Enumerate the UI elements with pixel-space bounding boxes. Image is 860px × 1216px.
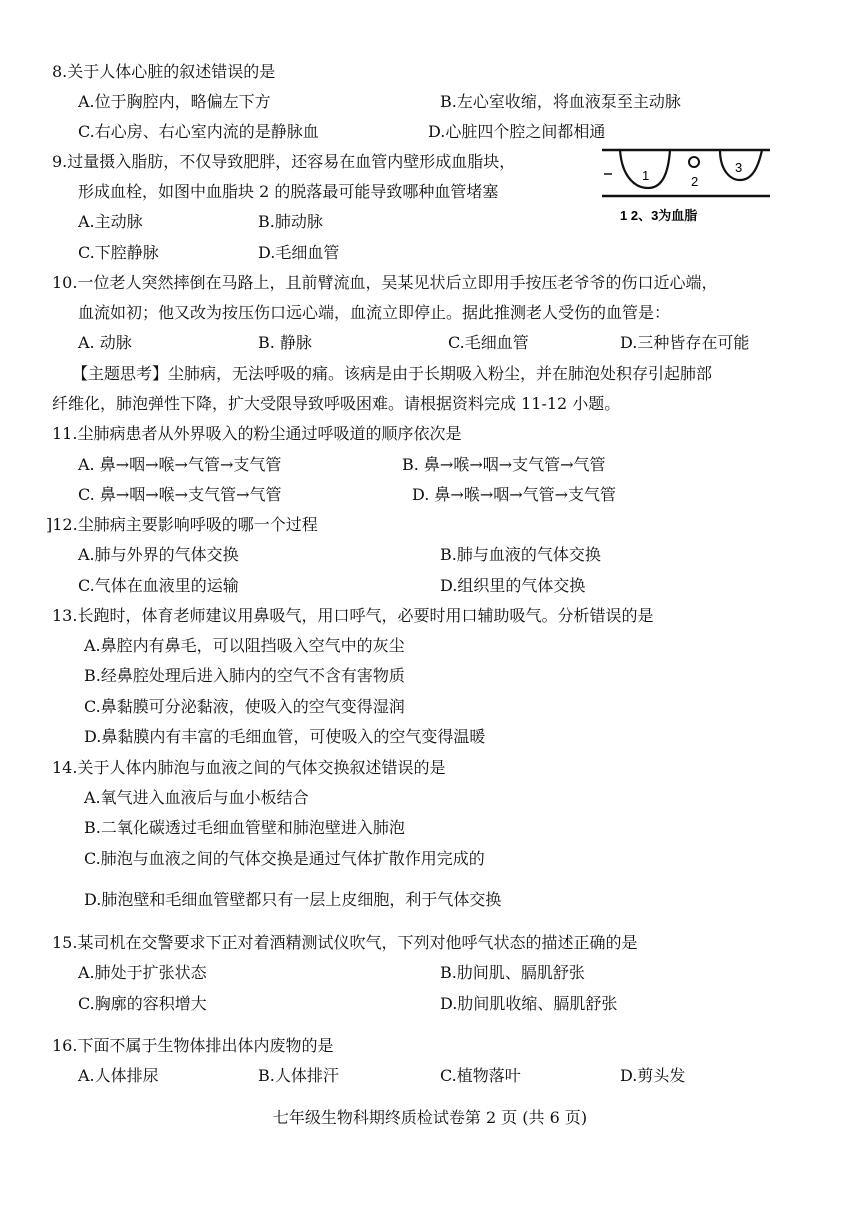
q8-option-c: C.右心房、右心室内流的是静脉血: [78, 122, 319, 141]
q9-option-a: A.主动脉: [78, 212, 143, 231]
q12-stem: ]12.尘肺病主要影响呼吸的哪一个过程: [46, 515, 318, 534]
q13-option-b: B.经鼻腔处理后进入肺内的空气不含有害物质: [84, 666, 405, 685]
q10-stem-line1: 10.一位老人突然摔倒在马路上，且前臂流血，吴某见状后立即用手按压老爷爷的伤口近心端，: [52, 273, 718, 292]
q16-option-b: B.人体排汗: [258, 1066, 339, 1085]
q16-option-a: A.人体排尿: [78, 1066, 159, 1085]
q14-option-b: B.二氧化碳透过毛细血管壁和肺泡壁进入肺泡: [84, 818, 405, 837]
q10-option-d: D.三种皆存在可能: [620, 333, 750, 352]
theme-line1: 【主题思考】尘肺病，无法呼吸的痛。该病是由于长期吸入粉尘，并在肺泡处积存引起肺部: [72, 364, 713, 383]
q13-stem: 13.长跑时，体育老师建议用鼻吸气，用口呼气，必要时用口辅助吸气。分析错误的是: [52, 606, 654, 625]
q15-option-d: D.肋间肌收缩、膈肌舒张: [440, 994, 618, 1013]
q9-option-c: C.下腔静脉: [78, 243, 159, 262]
q12-option-b: B.肺与血液的气体交换: [440, 545, 601, 564]
q14-option-c: C.肺泡与血液之间的气体交换是通过气体扩散作用完成的: [84, 849, 485, 868]
q14-stem: 14.关于人体内肺泡与血液之间的气体交换叙述错误的是: [52, 758, 446, 777]
q8-option-d: D.心脏四个腔之间都相通: [428, 122, 606, 141]
q9-option-d: D.毛细血管: [258, 243, 340, 262]
blood-vessel-diagram: [598, 148, 774, 228]
page-footer: 七年级生物科期终质检试卷第 2 页 (共 6 页): [272, 1108, 588, 1127]
q11-option-d: D. 鼻→喉→咽→气管→支气管: [412, 485, 617, 504]
theme-line2: 纤维化，肺泡弹性下降，扩大受限导致呼吸困难。请根据资料完成 11-12 小题。: [52, 394, 621, 413]
q8-option-a: A.位于胸腔内，略偏左下方: [78, 92, 271, 111]
q9-stem-line1: 9.过量摄入脂肪，不仅导致肥胖，还容易在血管内壁形成血脂块，: [52, 152, 516, 171]
q9-option-b: B.肺动脉: [258, 212, 323, 231]
q11-option-b: B. 鼻→喉→咽→支气管→气管: [402, 455, 606, 474]
q13-option-c: C.鼻黏膜可分泌黏液，使吸入的空气变得湿润: [84, 697, 405, 716]
q16-option-c: C.植物落叶: [440, 1066, 521, 1085]
q16-option-d: D.剪头发: [620, 1066, 686, 1085]
plaque-label-1: 1: [642, 168, 650, 183]
q14-option-d: D.肺泡壁和毛细血管壁都只有一层上皮细胞，利于气体交换: [84, 890, 502, 909]
plaque-label-3: 3: [735, 160, 743, 175]
q10-option-c: C.毛细血管: [448, 333, 529, 352]
q15-option-b: B.肋间肌、膈肌舒张: [440, 963, 585, 982]
q9-stem-line2: 形成血栓，如图中血脂块 2 的脱落最可能导致哪种血管堵塞: [78, 182, 499, 201]
q11-stem: 11.尘肺病患者从外界吸入的粉尘通过呼吸道的顺序依次是: [52, 424, 462, 443]
q11-option-a: A. 鼻→咽→喉→气管→支气管: [78, 455, 282, 474]
q15-option-a: A.肺处于扩张状态: [78, 963, 207, 982]
q12-option-c: C.气体在血液里的运输: [78, 576, 239, 595]
q8-option-b: B.左心室收缩，将血液泵至主动脉: [440, 92, 681, 111]
q8-stem: 8.关于人体心脏的叙述错误的是: [52, 62, 276, 81]
q12-option-a: A.肺与外界的气体交换: [78, 545, 239, 564]
plaque-label-2: 2: [691, 174, 699, 189]
q15-stem: 15.某司机在交警要求下正对着酒精测试仪吹气，下列对他呼气状态的描述正确的是: [52, 933, 638, 952]
q16-stem: 16.下面不属于生物体排出体内废物的是: [52, 1036, 334, 1055]
q10-option-b: B. 静脉: [258, 333, 312, 352]
q10-option-a: A. 动脉: [78, 333, 132, 352]
q13-option-d: D.鼻黏膜内有丰富的毛细血管，可使吸入的空气变得温暖: [84, 727, 486, 746]
q14-option-a: A.氧气进入血液后与血小板结合: [84, 788, 309, 807]
lipid-plaque-2: [689, 157, 699, 167]
q15-option-c: C.胸廓的容积增大: [78, 994, 207, 1013]
diagram-caption: 1 2、3为血脂: [620, 208, 698, 223]
q11-option-c: C. 鼻→咽→喉→支气管→气管: [78, 485, 282, 504]
q12-option-d: D.组织里的气体交换: [440, 576, 586, 595]
q10-stem-line2: 血流如初；他又改为按压伤口远心端，血流立即停止。据此推测老人受伤的血管是：: [78, 303, 671, 322]
q13-option-a: A.鼻腔内有鼻毛，可以阻挡吸入空气中的灰尘: [84, 636, 405, 655]
